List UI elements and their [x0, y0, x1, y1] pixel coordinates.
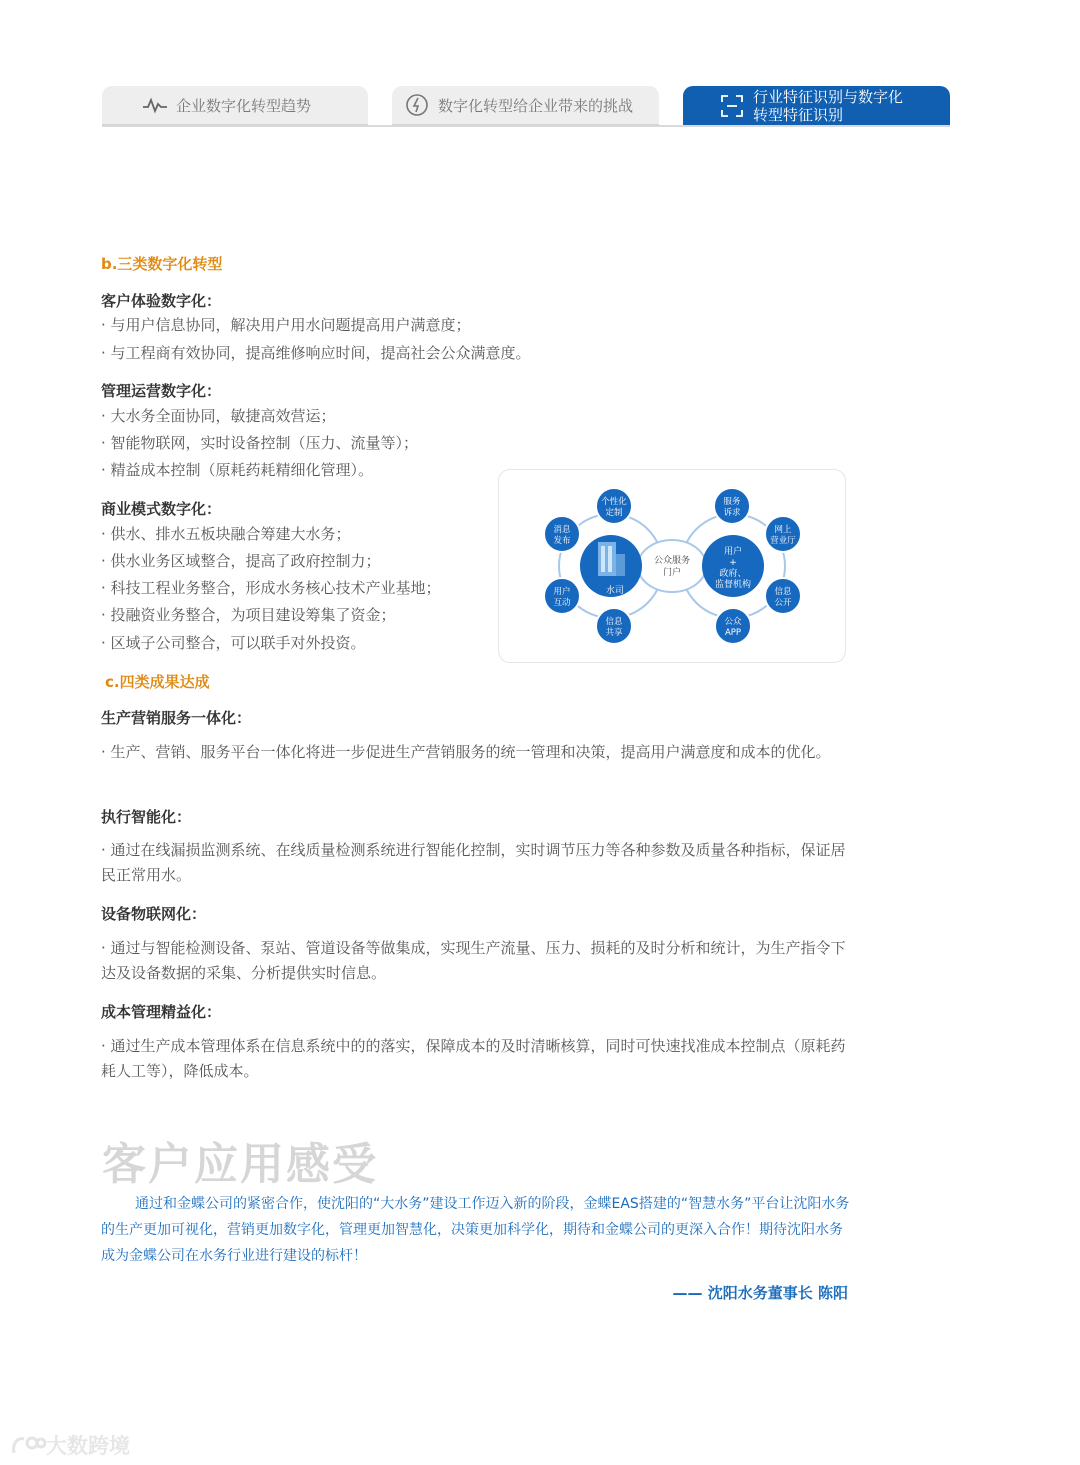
- satellite-node-message: [544, 516, 580, 552]
- node-label: 个性化: [601, 497, 627, 507]
- water-company-label: 水司: [605, 586, 625, 596]
- watermark-logo-icon: [10, 1433, 46, 1457]
- lightning-circle-icon: [404, 92, 430, 118]
- group-heading: 客户体验数字化：: [101, 292, 222, 310]
- node-label: 互动: [553, 598, 571, 608]
- list-item: · 与用户信息协同，解决用户用水问题提高用户满意度；: [101, 316, 471, 334]
- list-item: · 智能物联网，实时设备控制（压力、流量等）；: [101, 434, 419, 452]
- building-annex: [616, 554, 625, 576]
- list-item: · 投融资业务整合，为项目建设筹集了资金；: [101, 606, 396, 624]
- node-label: 网上: [774, 525, 792, 535]
- user-gov-label-line1: 用户: [723, 547, 743, 557]
- satellite-node-app: [715, 608, 751, 644]
- node-label: 信息: [774, 587, 792, 597]
- group-heading: 生产营销服务一体化：: [101, 709, 252, 727]
- tab-label: 行业特征识别与数字化 转型特征识别: [753, 88, 904, 124]
- section-c-title: c.四类成果达成: [105, 673, 210, 691]
- satellite-node-service: [714, 488, 750, 524]
- node-label: 服务: [723, 497, 741, 507]
- paragraph: · 生产、营销、服务平台一体化将进一步促进生产营销服务的统一管理和决策，提高用户满意度和成本的优化。: [101, 743, 831, 761]
- node-label: 共享: [605, 628, 623, 638]
- testimonial-title: 客户应用感受: [102, 1139, 378, 1190]
- building-icon: [598, 542, 616, 576]
- satellite-node-interaction: [544, 578, 580, 614]
- list-item: · 供水、排水五板块融合筹建大水务；: [101, 525, 351, 543]
- group-heading: 管理运营数字化：: [101, 382, 222, 400]
- node-label: 信息: [605, 617, 623, 627]
- building-window: [608, 546, 612, 572]
- portal-label-line2: 门户: [662, 568, 682, 578]
- tab-digital-challenges[interactable]: [392, 86, 659, 126]
- paragraph: · 通过与智能检测设备、泵站、管道设备等做集成，实现生产流量、压力、损耗的及时分析和统计，为生产指令下达及设备数据的采集、分析提供实时信息。: [101, 939, 846, 982]
- watermark-text: 大数跨境: [46, 1434, 130, 1458]
- diagram-svg: [499, 470, 846, 663]
- node-label: 用户: [553, 587, 571, 597]
- scan-frame-icon: [719, 93, 745, 119]
- node-label: 公众: [724, 617, 742, 627]
- tab-label: 数字化转型给企业带来的挑战: [438, 96, 634, 115]
- satellite-node-online-hall: [765, 516, 801, 552]
- user-gov-label-line2: +: [729, 558, 737, 568]
- group-heading: 执行智能化：: [101, 808, 192, 826]
- watermark: [10, 1430, 130, 1460]
- building-window: [601, 546, 605, 572]
- user-gov-label-line4: 监督机构: [714, 580, 752, 590]
- pulse-icon: [142, 92, 168, 118]
- list-item: · 与工程商有效协同，提高维修响应时间，提高社会公众满意度。: [101, 344, 531, 362]
- node-label: 营业厅: [770, 536, 796, 546]
- node-label: 发布: [553, 536, 571, 546]
- testimonial-quote: 通过和金蝶公司的紧密合作，使沈阳的“大水务”建设工作迈入新的阶段，金蝶EAS搭建的“智慧水务”平台让沈阳水务的生产更加可视化，营销更加数字化，管理更加智慧化，决策更加科学化，期待和金蝶公司的更深入合作！期待沈阳水务成为金蝶公司在水务行业进行建设的标杆！: [101, 1196, 850, 1264]
- node-label: 公开: [774, 598, 792, 608]
- list-item: · 供水业务区域整合，提高了政府控制力；: [101, 552, 381, 570]
- paragraph: · 通过生产成本管理体系在信息系统中的的落实，保障成本的及时清晰核算，同时可快速找准成本控制点（原耗药耗人工等），降低成本。: [101, 1037, 846, 1080]
- group-heading: 成本管理精益化：: [101, 1003, 222, 1021]
- list-item: · 科技工程业务整合，形成水务核心技术产业基地；: [101, 579, 441, 597]
- testimonial-signature: —— 沈阳水务董事长 陈阳: [672, 1284, 848, 1302]
- group-heading: 设备物联网化：: [101, 905, 207, 923]
- list-item: · 大水务全面协同，敏捷高效营运；: [101, 407, 336, 425]
- tab-baseline: [102, 125, 950, 127]
- portal-ring: [638, 540, 706, 592]
- list-item: · 区域子公司整合，可以联手对外投资。: [101, 634, 366, 652]
- section-b-title: b.三类数字化转型: [101, 255, 223, 273]
- node-label: 消息: [553, 525, 571, 535]
- paragraph: · 通过在线漏损监测系统、在线质量检测系统进行智能化控制，实时调节压力等各种参数及质量各种指标，保证居民正常用水。: [101, 841, 846, 884]
- tab-digital-trend[interactable]: [102, 86, 368, 126]
- portal-label-line1: 公众服务: [653, 556, 691, 566]
- tab-label: 企业数字化转型趋势: [176, 96, 312, 115]
- tab-industry-features[interactable]: [683, 86, 950, 126]
- node-label: 定制: [605, 508, 623, 518]
- satellite-node-share: [596, 608, 632, 644]
- list-item: · 精益成本控制（原耗药耗精细化管理）。: [101, 461, 374, 479]
- service-portal-diagram: [498, 469, 846, 663]
- satellite-node-custom: [596, 488, 632, 524]
- node-label: 诉求: [723, 508, 741, 518]
- user-gov-label-line3: 政府、: [719, 569, 747, 579]
- satellite-node-disclosure: [765, 578, 801, 614]
- node-label: APP: [724, 628, 742, 638]
- group-heading: 商业模式数字化：: [101, 500, 222, 518]
